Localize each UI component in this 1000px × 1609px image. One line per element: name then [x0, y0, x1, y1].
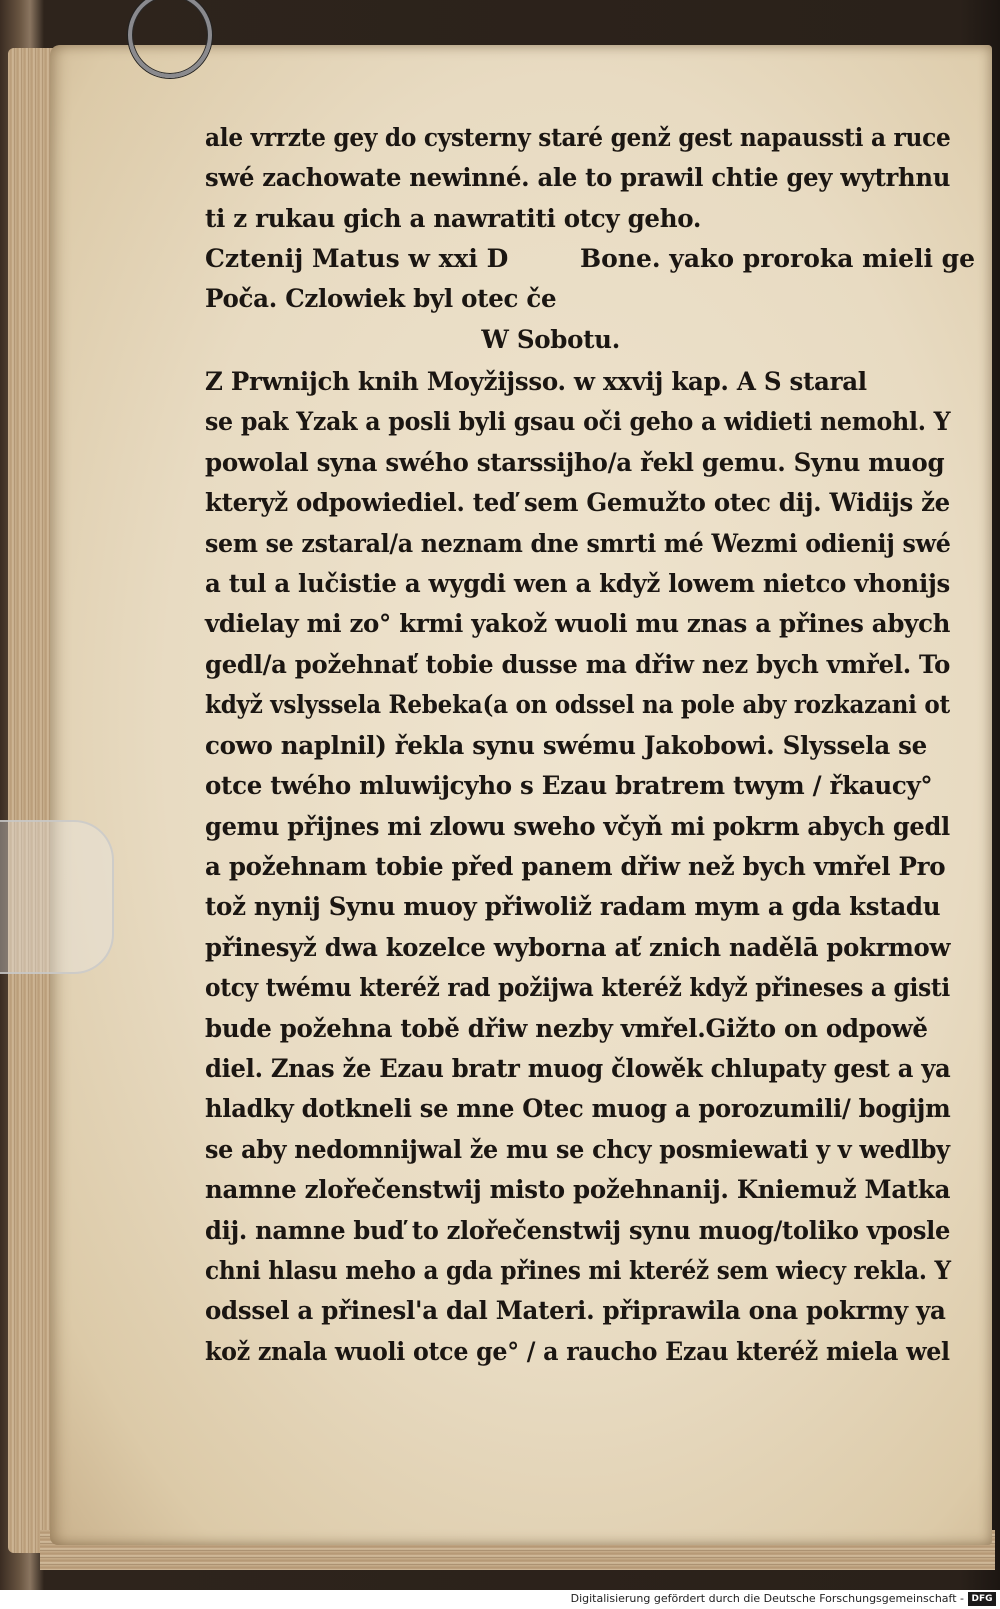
side-clip — [0, 820, 114, 974]
text-line: bude požehna tobě dřiw nezby vmřel.Gižto on odpowě — [205, 1013, 928, 1043]
text-line: sem se zstaral/a neznam dne smrti mé Wezmi odienij swé — [205, 528, 951, 558]
text-line: namne zlořečenstwij misto požehnanij. Kniemuž Matka — [205, 1175, 951, 1205]
text-line: chni hlasu meho a gda přines mi kteréž sem wiecy rekla. Y — [205, 1255, 951, 1285]
text-line: tož nynij Synu muoy přiwoliž radam mym a gda kstadu — [205, 892, 941, 922]
text-line: dij. namne buď to zlořečenstwij synu muog/toliko vposle — [205, 1215, 951, 1245]
text-line: se aby nedomnijwal že mu se chcy posmiewati y v wedlby — [205, 1134, 950, 1164]
text-line: ale vrrzte gey do cysterny staré genž gest napaussti a ruce — [205, 123, 951, 152]
text-line: když vslyssela Rebeka(a on odssel na pole aby rozkazani ot — [205, 690, 950, 720]
text-line: swé zachowate newinné. ale to prawil chtie gey wytrhnu — [205, 163, 951, 193]
reading-heading — [205, 239, 976, 279]
text-line: kož znala wuoli otce ge° / a raucho Ezau kteréž miela wel — [205, 1336, 950, 1366]
dfg-logo: DFG — [968, 1592, 996, 1606]
reading-body — [205, 362, 965, 1372]
text-line: hladky dotkneli se mne Otec muog a porozumili/ bogijm — [205, 1094, 951, 1124]
text-line: otce twého mluwijcyho s Ezau bratrem twym / řkaucy° — [205, 771, 933, 801]
text-line: Z Prwnijch knih Moyžijsso. w xxvij kap. A S staral — [205, 367, 867, 397]
heading-day: W Sobotu. — [481, 324, 620, 354]
text-line: gemu přijnes mi zlowu sweho včyň mi pokrm abych gedl — [205, 811, 950, 841]
text-line: diel. Znas že Ezau bratr muog člowěk chlupaty gest a ya — [205, 1053, 951, 1083]
text-line: se pak Yzak a posli byli gsau oči geho a widieti nemohl. Y — [205, 407, 951, 437]
text-line: ti z rukau gich a nawratiti otcy geho. — [205, 203, 702, 233]
text-line: a tul a lučistie a wygdi wen a když lowem nietco vhonijs — [205, 569, 950, 599]
heading-gospel-start: Poča. Czlowiek byl otec če — [205, 284, 557, 314]
text-line: kteryž odpowiediel. teď sem Gemužto otec dij. Widijs že — [205, 488, 950, 518]
text-line: powolal syna swého starssijho/a řekl gemu. Synu muog — [205, 447, 945, 477]
text-line: vdielay mi zo° krmi yakož wuoli mu znas a přines abych — [205, 609, 951, 639]
page-text — [205, 118, 976, 1372]
text-line: cowo naplnil) řekla synu swému Jakobowi. Slyssela se — [205, 730, 927, 760]
text-line: a požehnam tobie před panem dřiw než bych vmřel Pro — [205, 851, 946, 881]
text-line: přinesyž dwa kozelce wyborna ať znich nadělā pokrmow — [205, 932, 951, 962]
heading-gospel-text: Bone. yako proroka mieli ge — [580, 244, 976, 274]
heading-gospel-ref: Cztenij Matus w xxi D — [205, 244, 509, 274]
text-line: otcy twému kteréž rad požijwa kteréž když přineses a gisti — [205, 973, 950, 1003]
digitization-credit: Digitalisierung gefördert durch die Deutsche Forschungsgemeinschaft - — [570, 1592, 964, 1605]
text-line: gedl/a požehnať tobie dusse ma dřiw nez bych vmřel. To — [205, 649, 951, 679]
text-line: odssel a přinesl'a dal Materi. připrawila ona pokrmy ya — [205, 1296, 946, 1326]
